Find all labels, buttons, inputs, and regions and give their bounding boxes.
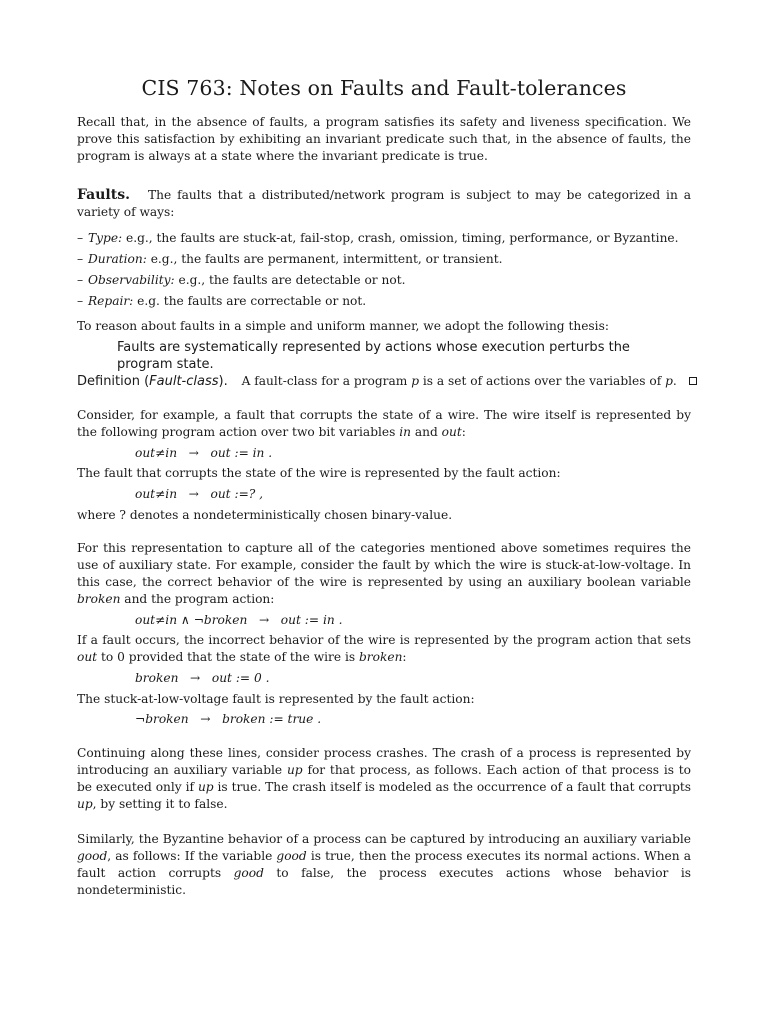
intro-paragraph: Recall that, in the absence of faults, a program satisfies its safety and liveness specification. We prove this satisfaction by exhibiting an invariant predicate such that, in the absence of faults, the program is always at a state where the invariant predicate is true. [77,115,691,163]
fault-action-wire: out≠in → out :=? , [135,487,264,501]
faults-intro-text: The faults that a distributed/network program is subject to may be categorized in a variety of ways: [77,188,691,219]
list-item [77,272,691,293]
faults-heading: Faults. [77,187,130,203]
reason-sentence: To reason about faults in a simple and uniform manner, we adopt the following thesis: [77,319,609,333]
nondeterminism-note: where ? denotes a nondeterministically chosen binary-value. [77,508,453,522]
list-item [77,293,691,314]
list-item-label: Type: [88,231,123,245]
list-item-label: Observability: [88,273,175,287]
list-item-text: e.g. the faults are correctable or not. [137,294,367,308]
definition-term: Fault-class [149,374,219,389]
fault-category-list [77,230,691,314]
list-item-label: Duration: [88,252,147,266]
qed-square-icon [689,377,697,385]
byzantine-paragraph: Similarly, the Byzantine behavior of a process can be captured by introducing an auxiliary variable good, as follows: If the variable good is true, then the process executes its normal actions. When a fault action corrupts good to false, the process executes actions whose behavior is nondeterministic. [77,832,691,897]
incorrect-behavior-paragraph: If a fault occurs, the incorrect behavior of the wire is represented by the program action that sets out to 0 provided that the state of the wire is broken: [77,633,691,664]
program-action-wire: out≠in → out := in . [135,446,273,460]
thesis-statement: Faults are systematically represented by actions whose execution perturbs the program state. [117,340,630,372]
process-crash-paragraph: Continuing along these lines, consider process crashes. The crash of a process is represented by introducing an auxiliary variable up for that process, as follows. Each action of that process is to be executed only if up is true. The crash itself is modeled as the occurrence of a fault that corrupts up, by setting it to false. [77,746,692,811]
faults-paragraph [77,187,691,221]
list-dash: – [77,294,84,308]
list-item-text: e.g., the faults are permanent, intermittent, or transient. [150,252,503,266]
fault-action-stuck-at-low: ¬broken → broken := true . [135,712,322,726]
list-item-text: e.g., the faults are stuck-at, fail-stop, crash, omission, timing, performance, or Byzantine. [126,231,679,245]
page-title: CIS 763: Notes on Faults and Fault-tolerances [141,76,627,100]
list-item [77,251,691,272]
list-item-label: Repair: [88,294,134,308]
definition-heading: Definition (Fault-class). [77,374,228,389]
wire-example-paragraph: Consider, for example, a fault that corrupts the state of a wire. The wire itself is represented by the following program action over two bit variables in and out: [77,408,691,439]
definition-fault-class: Definition (Fault-class). A fault-class for a program p is a set of actions over the variables of p. [77,373,697,390]
stuck-at-low-intro: The stuck-at-low-voltage fault is represented by the fault action: [77,692,475,706]
auxiliary-state-paragraph: For this representation to capture all of the categories mentioned above sometimes requires the use of auxiliary state. For example, consider the fault by which the wire is stuck-at-low-voltage. In this case, the correct behavior of the wire is represented by using an auxiliary boolean variable broken and the program action: [77,541,691,606]
fault-action-intro: The fault that corrupts the state of the wire is represented by the fault action: [77,466,561,480]
list-item-text: e.g., the faults are detectable or not. [178,273,406,287]
list-dash: – [77,231,84,245]
list-item [77,230,691,251]
program-action-broken: broken → out := 0 . [135,671,270,685]
program-action-broken-guard: out≠in ∧ ¬broken → out := in . [135,613,343,627]
list-dash: – [77,252,84,266]
list-dash: – [77,273,84,287]
